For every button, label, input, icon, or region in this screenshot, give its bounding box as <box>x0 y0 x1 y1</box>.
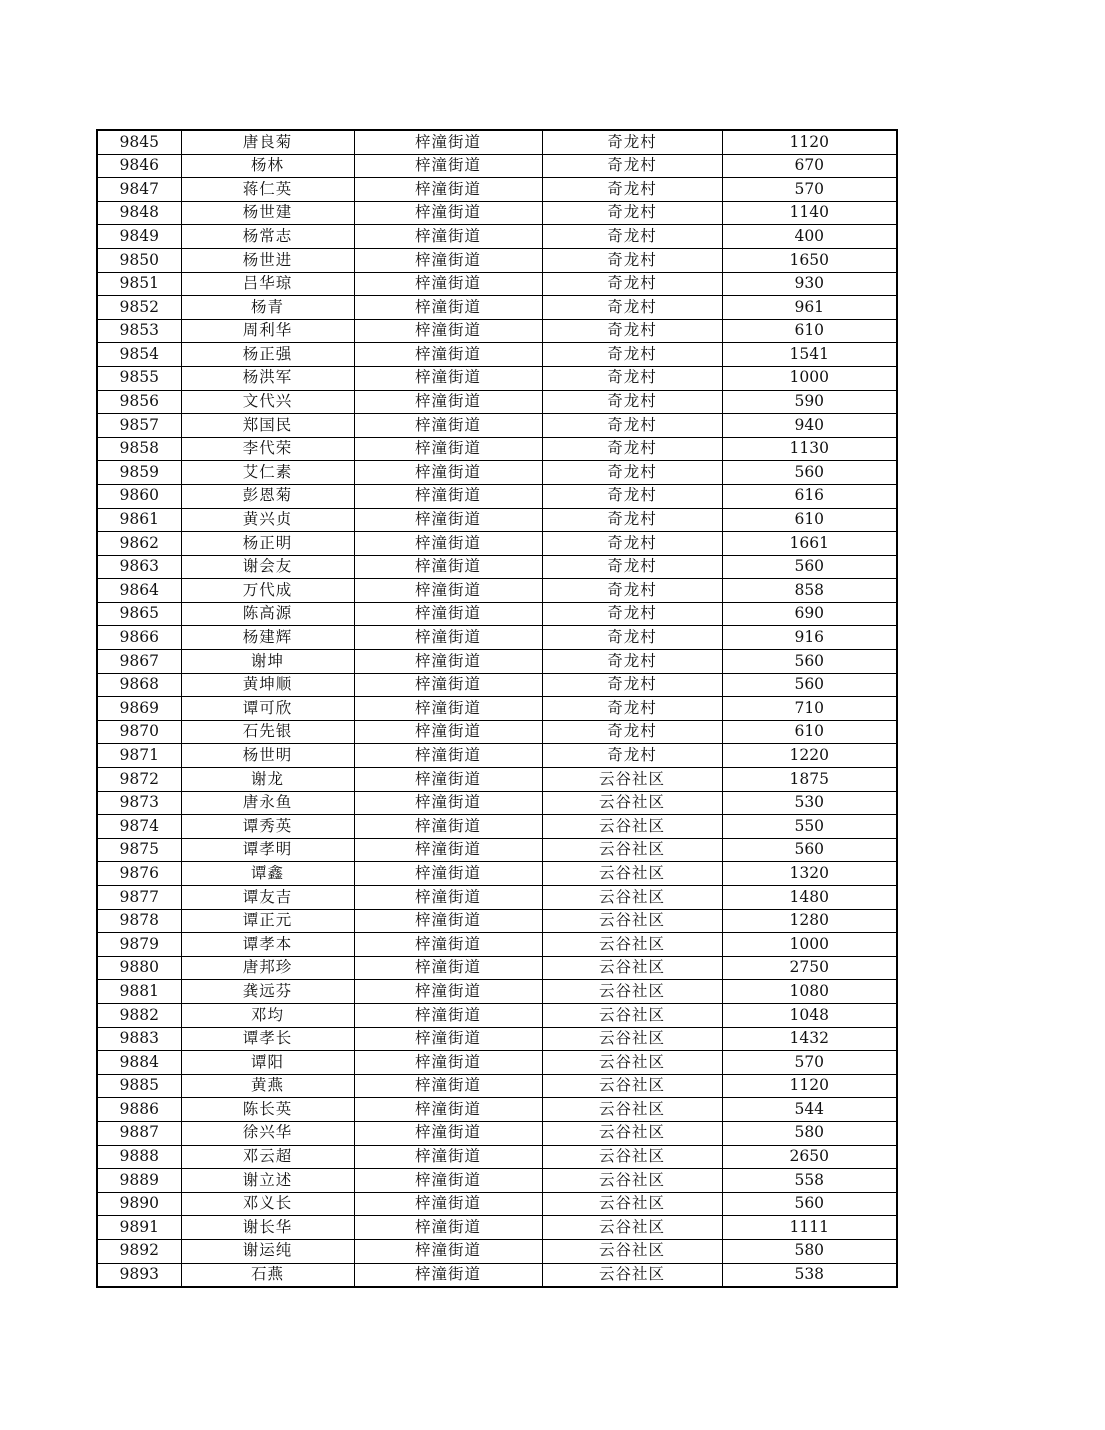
row-number-cell: 9861 <box>97 508 181 532</box>
village-cell: 云谷社区 <box>542 956 722 980</box>
village-cell: 奇龙村 <box>542 130 722 154</box>
street-cell: 梓潼街道 <box>354 154 542 178</box>
row-number-cell: 9862 <box>97 532 181 556</box>
village-cell: 云谷社区 <box>542 815 722 839</box>
row-number-cell: 9874 <box>97 815 181 839</box>
street-cell: 梓潼街道 <box>354 201 542 225</box>
name-cell: 万代成 <box>181 579 354 603</box>
row-number-cell: 9883 <box>97 1027 181 1051</box>
row-number-cell: 9887 <box>97 1121 181 1145</box>
street-cell: 梓潼街道 <box>354 225 542 249</box>
amount-cell: 590 <box>722 390 897 414</box>
row-number-cell: 9846 <box>97 154 181 178</box>
street-cell: 梓潼街道 <box>354 838 542 862</box>
street-cell: 梓潼街道 <box>354 1145 542 1169</box>
amount-cell: 940 <box>722 414 897 438</box>
row-number-cell: 9865 <box>97 602 181 626</box>
street-cell: 梓潼街道 <box>354 1216 542 1240</box>
name-cell: 谭秀英 <box>181 815 354 839</box>
amount-cell: 670 <box>722 154 897 178</box>
street-cell: 梓潼街道 <box>354 720 542 744</box>
amount-cell: 1650 <box>722 248 897 272</box>
name-cell: 蒋仁英 <box>181 178 354 202</box>
name-cell: 杨林 <box>181 154 354 178</box>
row-number-cell: 9859 <box>97 461 181 485</box>
table-row <box>97 1239 897 1263</box>
amount-cell: 1661 <box>722 532 897 556</box>
village-cell: 奇龙村 <box>542 673 722 697</box>
street-cell: 梓潼街道 <box>354 508 542 532</box>
name-cell: 陈长英 <box>181 1098 354 1122</box>
name-cell: 谢运纯 <box>181 1239 354 1263</box>
amount-cell: 1120 <box>722 130 897 154</box>
table-row <box>97 319 897 343</box>
table-row <box>97 1098 897 1122</box>
village-cell: 云谷社区 <box>542 909 722 933</box>
name-cell: 郑国民 <box>181 414 354 438</box>
table-row <box>97 673 897 697</box>
amount-cell: 558 <box>722 1169 897 1193</box>
village-cell: 奇龙村 <box>542 343 722 367</box>
row-number-cell: 9869 <box>97 697 181 721</box>
table-row <box>97 1121 897 1145</box>
table-row <box>97 1051 897 1075</box>
name-cell: 谭孝长 <box>181 1027 354 1051</box>
village-cell: 云谷社区 <box>542 1145 722 1169</box>
table-row <box>97 461 897 485</box>
street-cell: 梓潼街道 <box>354 437 542 461</box>
table-row <box>97 414 897 438</box>
row-number-cell: 9860 <box>97 484 181 508</box>
table-row <box>97 768 897 792</box>
row-number-cell: 9870 <box>97 720 181 744</box>
table-row <box>97 980 897 1004</box>
name-cell: 谭孝明 <box>181 838 354 862</box>
row-number-cell: 9876 <box>97 862 181 886</box>
data-table <box>96 129 898 1288</box>
village-cell: 奇龙村 <box>542 579 722 603</box>
row-number-cell: 9867 <box>97 650 181 674</box>
village-cell: 云谷社区 <box>542 1263 722 1287</box>
table-row <box>97 390 897 414</box>
amount-cell: 1140 <box>722 201 897 225</box>
name-cell: 周利华 <box>181 319 354 343</box>
amount-cell: 1320 <box>722 862 897 886</box>
street-cell: 梓潼街道 <box>354 1051 542 1075</box>
street-cell: 梓潼街道 <box>354 1192 542 1216</box>
row-number-cell: 9888 <box>97 1145 181 1169</box>
street-cell: 梓潼街道 <box>354 933 542 957</box>
table-row <box>97 248 897 272</box>
table-row <box>97 886 897 910</box>
street-cell: 梓潼街道 <box>354 248 542 272</box>
row-number-cell: 9848 <box>97 201 181 225</box>
row-number-cell: 9863 <box>97 555 181 579</box>
table-row <box>97 1027 897 1051</box>
name-cell: 杨世明 <box>181 744 354 768</box>
village-cell: 奇龙村 <box>542 650 722 674</box>
amount-cell: 580 <box>722 1239 897 1263</box>
amount-cell: 2750 <box>722 956 897 980</box>
street-cell: 梓潼街道 <box>354 650 542 674</box>
amount-cell: 1000 <box>722 366 897 390</box>
name-cell: 艾仁素 <box>181 461 354 485</box>
row-number-cell: 9884 <box>97 1051 181 1075</box>
name-cell: 徐兴华 <box>181 1121 354 1145</box>
row-number-cell: 9885 <box>97 1074 181 1098</box>
table-row <box>97 720 897 744</box>
row-number-cell: 9872 <box>97 768 181 792</box>
name-cell: 谭孝本 <box>181 933 354 957</box>
name-cell: 唐永鱼 <box>181 791 354 815</box>
street-cell: 梓潼街道 <box>354 390 542 414</box>
table-row <box>97 579 897 603</box>
name-cell: 黄兴贞 <box>181 508 354 532</box>
street-cell: 梓潼街道 <box>354 909 542 933</box>
village-cell: 云谷社区 <box>542 886 722 910</box>
name-cell: 唐邦珍 <box>181 956 354 980</box>
name-cell: 邓云超 <box>181 1145 354 1169</box>
village-cell: 奇龙村 <box>542 532 722 556</box>
village-cell: 奇龙村 <box>542 555 722 579</box>
table-row <box>97 1074 897 1098</box>
street-cell: 梓潼街道 <box>354 980 542 1004</box>
amount-cell: 1220 <box>722 744 897 768</box>
street-cell: 梓潼街道 <box>354 815 542 839</box>
street-cell: 梓潼街道 <box>354 697 542 721</box>
name-cell: 杨建辉 <box>181 626 354 650</box>
table-row <box>97 1263 897 1287</box>
village-cell: 奇龙村 <box>542 366 722 390</box>
name-cell: 谢会友 <box>181 555 354 579</box>
street-cell: 梓潼街道 <box>354 461 542 485</box>
row-number-cell: 9881 <box>97 980 181 1004</box>
street-cell: 梓潼街道 <box>354 1239 542 1263</box>
amount-cell: 1120 <box>722 1074 897 1098</box>
amount-cell: 560 <box>722 838 897 862</box>
table-row <box>97 154 897 178</box>
row-number-cell: 9877 <box>97 886 181 910</box>
amount-cell: 1280 <box>722 909 897 933</box>
amount-cell: 961 <box>722 296 897 320</box>
village-cell: 云谷社区 <box>542 791 722 815</box>
amount-cell: 538 <box>722 1263 897 1287</box>
row-number-cell: 9889 <box>97 1169 181 1193</box>
table-row <box>97 272 897 296</box>
table-row <box>97 1145 897 1169</box>
street-cell: 梓潼街道 <box>354 1027 542 1051</box>
village-cell: 奇龙村 <box>542 178 722 202</box>
row-number-cell: 9882 <box>97 1003 181 1027</box>
name-cell: 谭友吉 <box>181 886 354 910</box>
row-number-cell: 9857 <box>97 414 181 438</box>
street-cell: 梓潼街道 <box>354 319 542 343</box>
village-cell: 云谷社区 <box>542 768 722 792</box>
name-cell: 谭正元 <box>181 909 354 933</box>
table-row <box>97 909 897 933</box>
name-cell: 谢长华 <box>181 1216 354 1240</box>
village-cell: 奇龙村 <box>542 508 722 532</box>
table-row <box>97 815 897 839</box>
amount-cell: 560 <box>722 461 897 485</box>
village-cell: 云谷社区 <box>542 933 722 957</box>
name-cell: 龚远芬 <box>181 980 354 1004</box>
row-number-cell: 9875 <box>97 838 181 862</box>
amount-cell: 1130 <box>722 437 897 461</box>
amount-cell: 610 <box>722 720 897 744</box>
amount-cell: 544 <box>722 1098 897 1122</box>
table-row <box>97 956 897 980</box>
name-cell: 文代兴 <box>181 390 354 414</box>
name-cell: 杨世进 <box>181 248 354 272</box>
name-cell: 黄坤顺 <box>181 673 354 697</box>
table-row <box>97 1216 897 1240</box>
name-cell: 杨青 <box>181 296 354 320</box>
table-row <box>97 532 897 556</box>
name-cell: 杨世建 <box>181 201 354 225</box>
table-row <box>97 555 897 579</box>
row-number-cell: 9864 <box>97 579 181 603</box>
name-cell: 李代荣 <box>181 437 354 461</box>
amount-cell: 610 <box>722 319 897 343</box>
amount-cell: 400 <box>722 225 897 249</box>
street-cell: 梓潼街道 <box>354 602 542 626</box>
street-cell: 梓潼街道 <box>354 272 542 296</box>
street-cell: 梓潼街道 <box>354 1263 542 1287</box>
table-row <box>97 697 897 721</box>
name-cell: 谢立述 <box>181 1169 354 1193</box>
amount-cell: 1111 <box>722 1216 897 1240</box>
village-cell: 奇龙村 <box>542 248 722 272</box>
amount-cell: 2650 <box>722 1145 897 1169</box>
village-cell: 奇龙村 <box>542 272 722 296</box>
village-cell: 云谷社区 <box>542 1216 722 1240</box>
village-cell: 云谷社区 <box>542 862 722 886</box>
table-row <box>97 178 897 202</box>
row-number-cell: 9845 <box>97 130 181 154</box>
name-cell: 吕华琼 <box>181 272 354 296</box>
street-cell: 梓潼街道 <box>354 296 542 320</box>
name-cell: 谭阳 <box>181 1051 354 1075</box>
village-cell: 云谷社区 <box>542 1027 722 1051</box>
village-cell: 云谷社区 <box>542 1098 722 1122</box>
amount-cell: 560 <box>722 555 897 579</box>
row-number-cell: 9873 <box>97 791 181 815</box>
row-number-cell: 9850 <box>97 248 181 272</box>
street-cell: 梓潼街道 <box>354 178 542 202</box>
name-cell: 杨洪军 <box>181 366 354 390</box>
row-number-cell: 9856 <box>97 390 181 414</box>
row-number-cell: 9851 <box>97 272 181 296</box>
street-cell: 梓潼街道 <box>354 1003 542 1027</box>
table-row <box>97 130 897 154</box>
street-cell: 梓潼街道 <box>354 862 542 886</box>
name-cell: 黄燕 <box>181 1074 354 1098</box>
street-cell: 梓潼街道 <box>354 886 542 910</box>
amount-cell: 570 <box>722 178 897 202</box>
village-cell: 奇龙村 <box>542 296 722 320</box>
table-row <box>97 508 897 532</box>
row-number-cell: 9891 <box>97 1216 181 1240</box>
row-number-cell: 9854 <box>97 343 181 367</box>
street-cell: 梓潼街道 <box>354 673 542 697</box>
street-cell: 梓潼街道 <box>354 956 542 980</box>
street-cell: 梓潼街道 <box>354 343 542 367</box>
street-cell: 梓潼街道 <box>354 1169 542 1193</box>
amount-cell: 550 <box>722 815 897 839</box>
street-cell: 梓潼街道 <box>354 791 542 815</box>
street-cell: 梓潼街道 <box>354 555 542 579</box>
row-number-cell: 9871 <box>97 744 181 768</box>
name-cell: 杨正强 <box>181 343 354 367</box>
village-cell: 云谷社区 <box>542 1051 722 1075</box>
row-number-cell: 9849 <box>97 225 181 249</box>
village-cell: 云谷社区 <box>542 1003 722 1027</box>
amount-cell: 570 <box>722 1051 897 1075</box>
street-cell: 梓潼街道 <box>354 130 542 154</box>
street-cell: 梓潼街道 <box>354 626 542 650</box>
amount-cell: 690 <box>722 602 897 626</box>
table-row <box>97 862 897 886</box>
row-number-cell: 9878 <box>97 909 181 933</box>
table-body <box>97 130 897 1287</box>
village-cell: 云谷社区 <box>542 1074 722 1098</box>
village-cell: 奇龙村 <box>542 697 722 721</box>
village-cell: 奇龙村 <box>542 461 722 485</box>
row-number-cell: 9879 <box>97 933 181 957</box>
village-cell: 云谷社区 <box>542 1121 722 1145</box>
amount-cell: 580 <box>722 1121 897 1145</box>
amount-cell: 1480 <box>722 886 897 910</box>
village-cell: 奇龙村 <box>542 390 722 414</box>
table-row <box>97 650 897 674</box>
street-cell: 梓潼街道 <box>354 1074 542 1098</box>
village-cell: 奇龙村 <box>542 744 722 768</box>
name-cell: 谭可欣 <box>181 697 354 721</box>
village-cell: 云谷社区 <box>542 980 722 1004</box>
row-number-cell: 9855 <box>97 366 181 390</box>
name-cell: 石先银 <box>181 720 354 744</box>
row-number-cell: 9880 <box>97 956 181 980</box>
table-row <box>97 343 897 367</box>
name-cell: 邓均 <box>181 1003 354 1027</box>
name-cell: 邓义长 <box>181 1192 354 1216</box>
table-row <box>97 744 897 768</box>
amount-cell: 610 <box>722 508 897 532</box>
street-cell: 梓潼街道 <box>354 768 542 792</box>
table-row <box>97 225 897 249</box>
village-cell: 奇龙村 <box>542 201 722 225</box>
row-number-cell: 9890 <box>97 1192 181 1216</box>
row-number-cell: 9853 <box>97 319 181 343</box>
amount-cell: 560 <box>722 1192 897 1216</box>
village-cell: 云谷社区 <box>542 1239 722 1263</box>
street-cell: 梓潼街道 <box>354 366 542 390</box>
amount-cell: 560 <box>722 650 897 674</box>
row-number-cell: 9892 <box>97 1239 181 1263</box>
table-row <box>97 602 897 626</box>
name-cell: 谭鑫 <box>181 862 354 886</box>
name-cell: 谢坤 <box>181 650 354 674</box>
village-cell: 云谷社区 <box>542 838 722 862</box>
village-cell: 奇龙村 <box>542 484 722 508</box>
name-cell: 陈高源 <box>181 602 354 626</box>
table-row <box>97 296 897 320</box>
amount-cell: 1080 <box>722 980 897 1004</box>
table-row <box>97 933 897 957</box>
amount-cell: 1432 <box>722 1027 897 1051</box>
row-number-cell: 9852 <box>97 296 181 320</box>
row-number-cell: 9858 <box>97 437 181 461</box>
table-row <box>97 201 897 225</box>
table-row <box>97 791 897 815</box>
village-cell: 奇龙村 <box>542 154 722 178</box>
village-cell: 奇龙村 <box>542 437 722 461</box>
amount-cell: 858 <box>722 579 897 603</box>
table-row <box>97 1169 897 1193</box>
row-number-cell: 9886 <box>97 1098 181 1122</box>
street-cell: 梓潼街道 <box>354 1121 542 1145</box>
table-row <box>97 437 897 461</box>
row-number-cell: 9866 <box>97 626 181 650</box>
street-cell: 梓潼街道 <box>354 414 542 438</box>
row-number-cell: 9847 <box>97 178 181 202</box>
amount-cell: 916 <box>722 626 897 650</box>
name-cell: 石燕 <box>181 1263 354 1287</box>
street-cell: 梓潼街道 <box>354 744 542 768</box>
row-number-cell: 9868 <box>97 673 181 697</box>
name-cell: 谢龙 <box>181 768 354 792</box>
amount-cell: 1000 <box>722 933 897 957</box>
table-row <box>97 626 897 650</box>
village-cell: 奇龙村 <box>542 602 722 626</box>
amount-cell: 530 <box>722 791 897 815</box>
village-cell: 奇龙村 <box>542 319 722 343</box>
street-cell: 梓潼街道 <box>354 1098 542 1122</box>
table-row <box>97 1192 897 1216</box>
village-cell: 奇龙村 <box>542 720 722 744</box>
street-cell: 梓潼街道 <box>354 579 542 603</box>
name-cell: 杨常志 <box>181 225 354 249</box>
amount-cell: 1541 <box>722 343 897 367</box>
table-row <box>97 484 897 508</box>
amount-cell: 1048 <box>722 1003 897 1027</box>
village-cell: 云谷社区 <box>542 1192 722 1216</box>
amount-cell: 1875 <box>722 768 897 792</box>
amount-cell: 616 <box>722 484 897 508</box>
street-cell: 梓潼街道 <box>354 532 542 556</box>
table-row <box>97 838 897 862</box>
amount-cell: 710 <box>722 697 897 721</box>
amount-cell: 560 <box>722 673 897 697</box>
table-row <box>97 366 897 390</box>
name-cell: 彭恩菊 <box>181 484 354 508</box>
village-cell: 奇龙村 <box>542 414 722 438</box>
street-cell: 梓潼街道 <box>354 484 542 508</box>
village-cell: 奇龙村 <box>542 225 722 249</box>
name-cell: 杨正明 <box>181 532 354 556</box>
village-cell: 奇龙村 <box>542 626 722 650</box>
name-cell: 唐良菊 <box>181 130 354 154</box>
village-cell: 云谷社区 <box>542 1169 722 1193</box>
row-number-cell: 9893 <box>97 1263 181 1287</box>
amount-cell: 930 <box>722 272 897 296</box>
table-row <box>97 1003 897 1027</box>
